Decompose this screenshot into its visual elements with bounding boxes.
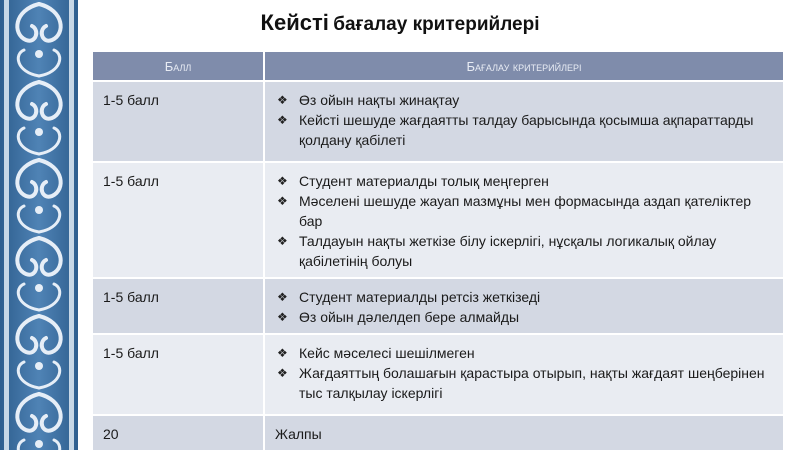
criteria-cell [264, 81, 784, 162]
diamond-bullet-icon: ❖ [277, 346, 288, 360]
score-cell: 1-5 балл [92, 334, 264, 415]
diamond-bullet-icon: ❖ [277, 113, 288, 127]
criteria-item [275, 343, 775, 363]
diamond-bullet-icon: ❖ [277, 194, 288, 208]
criteria-item [275, 307, 775, 327]
table-header-row [92, 51, 784, 81]
criteria-item [275, 191, 775, 231]
total-score-cell: 20 [92, 415, 264, 451]
header-score: Балл [92, 51, 264, 81]
criteria-text: Өз ойын нақты жинақтау [299, 92, 460, 108]
score-cell: 1-5 балл [92, 162, 264, 278]
criteria-list [275, 90, 775, 150]
diamond-bullet-icon: ❖ [277, 310, 288, 324]
criteria-text: Мәселені шешуде жауап мазмұны мен формасында аздап қателіктер бар [299, 193, 752, 229]
score-cell: 1-5 балл [92, 278, 264, 334]
table-row [92, 334, 784, 415]
criteria-table [91, 50, 785, 452]
diamond-bullet-icon: ❖ [277, 290, 288, 304]
ornament-band [0, 0, 78, 450]
criteria-cell [264, 334, 784, 415]
criteria-item [275, 171, 775, 191]
criteria-text: Жағдаяттың болашағын қарастыра отырып, нақты жағдаят шеңберінен тыс талқылау іскерлігі [299, 365, 765, 401]
criteria-list [275, 343, 775, 403]
criteria-text: Кейс мәселесі шешілмеген [299, 345, 475, 361]
diamond-bullet-icon: ❖ [277, 93, 288, 107]
page-title [0, 10, 800, 36]
criteria-item [275, 110, 775, 150]
criteria-text: Талдауын нақты жеткізе білу іскерлігі, нұсқалы логикалық ойлау қабілетінің болуы [299, 233, 717, 269]
page-title-bold: Кейсті [260, 10, 329, 35]
criteria-list [275, 287, 775, 327]
page-title-rest: бағалау критерийлері [333, 14, 540, 35]
criteria-cell [264, 278, 784, 334]
diamond-bullet-icon: ❖ [277, 234, 288, 248]
criteria-text: Өз ойын дәлелдеп бере алмайды [299, 309, 520, 325]
criteria-list [275, 171, 775, 271]
criteria-text: Студент материалды ретсіз жеткізеді [299, 289, 541, 305]
total-label-cell: Жалпы [264, 415, 784, 451]
diamond-bullet-icon: ❖ [277, 366, 288, 380]
criteria-text: Студент материалды толық меңгерген [299, 173, 549, 189]
table-row-total [92, 415, 784, 451]
header-criteria: Бағалау критерийлері [264, 51, 784, 81]
criteria-item [275, 287, 775, 307]
criteria-text: Кейсті шешуде жағдаятты талдау барысында қосымша ақпараттарды қолдану қабілеті [299, 112, 754, 148]
table-row [92, 162, 784, 278]
score-cell: 1-5 балл [92, 81, 264, 162]
criteria-item [275, 363, 775, 403]
diamond-bullet-icon: ❖ [277, 174, 288, 188]
table-row [92, 81, 784, 162]
criteria-cell [264, 162, 784, 278]
kazakh-ornament-icon [0, 0, 78, 450]
table-row [92, 278, 784, 334]
criteria-item [275, 231, 775, 271]
criteria-item [275, 90, 775, 110]
